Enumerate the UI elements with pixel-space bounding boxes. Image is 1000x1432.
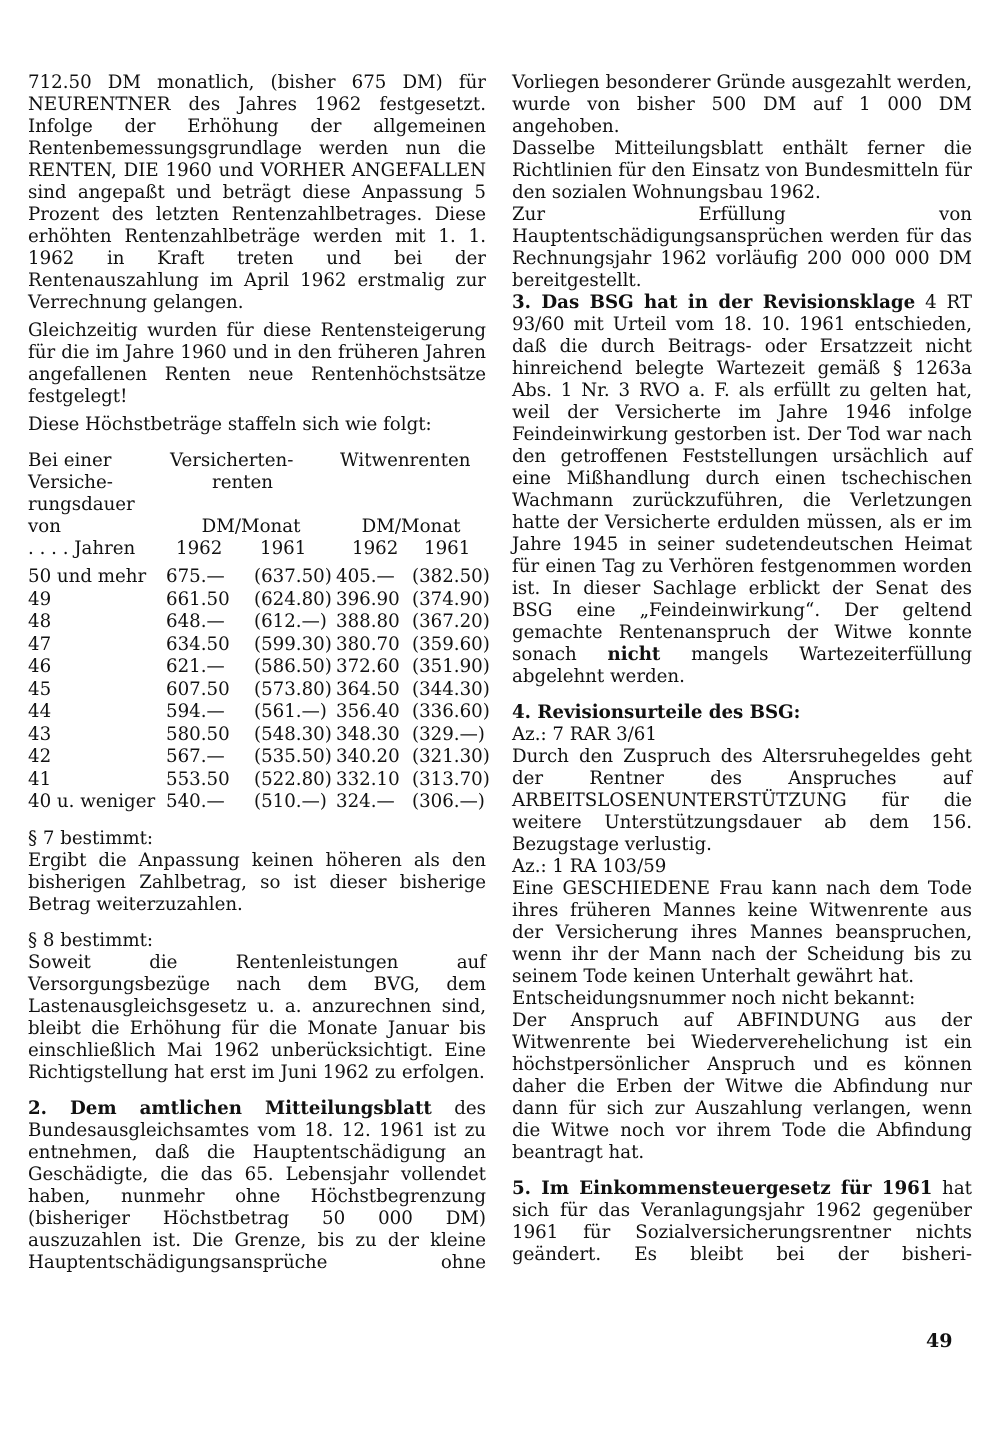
versicherte-1961-cell: (586.50)	[254, 656, 332, 677]
versicherte-1961-cell: (599.30)	[254, 633, 332, 655]
paragraph-mitteilungsblatt: 2. Dem amtlichen Mitteilungsblatt des Bundesausgleichsamtes vom 18. 12. 1961 ist zu entnehmen, daß die Hauptentschädigung an Geschädigte, die das 65. Lebensjahr vollendet haben, nunmehr ohne Höchstbegrenzung (bisheriger Höchstbetrag 50 000 DM) auszuzahlen ist. Die Grenze, bis zu der kleine Hauptentschädigungsansprüche ohne	[28, 1097, 486, 1273]
witwen-1961-cell: (359.60)	[412, 633, 490, 655]
witwen-1962-cell: 348.30	[336, 723, 400, 745]
witwen-1962-cell: 340.20	[336, 746, 400, 767]
versicherte-1961-cell: (522.80)	[254, 768, 332, 790]
mitteilungsblatt-heading: 2. Dem amtlichen Mitteilungsblatt	[28, 1097, 432, 1119]
versicherte-1962-cell: 607.50	[166, 678, 230, 700]
unit-versicherte: DM/Monat	[201, 516, 301, 537]
witwen-1962-cell: 324.—	[336, 791, 395, 812]
versicherte-1962-cell: 594.—	[166, 701, 225, 722]
table-row	[28, 791, 486, 814]
header-witwenrenten: Witwenrenten	[340, 450, 471, 471]
aktenzeichen-2: Az.: 1 RA 103/59	[512, 856, 667, 877]
unit-witwen: DM/Monat	[361, 516, 461, 537]
paragraph-neurentner: 712.50 DM monatlich, (bisher 675 DM) für NEURENTNER des Jahres 1962 festgesetzt. Infolge der Erhöhung der allgemeinen Rentenbemessungsgrundlage werden nun die RENTEN, DIE 1960 und VORHER ANGEFALLEN sind angepaßt und beträgt diese Anpassung 5 Prozent des letzten Rentenzahlbetrages. Diese erhöhten Rentenzahlbeträge werden mit 1. 1. 1962 in Kraft treten und bei der Rentenauszahlung im April 1962 erstmalig zur Verrechnung gelangen.	[28, 72, 486, 313]
dauer-cell: 41	[28, 768, 52, 790]
witwen-1961-cell: (367.20)	[412, 611, 490, 632]
versicherte-1961-cell: (624.80)	[254, 588, 332, 610]
urteil-1-text: Durch den Zuspruch des Altersruhegeldes geht der Rentner des Anspruches auf ARBEITSLOSENUNTERSTÜTZUNG für die weitere Unterstützungsdauer ab dem 156. Bezugstage verlustig.	[512, 746, 972, 855]
witwen-1961-cell: (329.—)	[412, 723, 485, 745]
witwen-1961-cell: (306.—)	[412, 791, 485, 812]
versicherte-1962-cell: 540.—	[166, 791, 225, 812]
versicherte-1962-cell: 580.50	[166, 723, 230, 745]
entscheidung-heading: Entscheidungsnummer noch nicht bekannt:	[512, 988, 916, 1009]
dauer-cell: 45	[28, 678, 52, 700]
versicherte-1962-cell: 621.—	[166, 656, 225, 677]
table-header	[28, 450, 486, 516]
table-row	[28, 768, 490, 792]
aktenzeichen-1: Az.: 7 RAR 3/61	[512, 724, 657, 745]
versicherte-1962-cell: 634.50	[166, 633, 230, 655]
dauer-cell: 42	[28, 746, 52, 767]
table-row	[28, 588, 490, 612]
table-row	[28, 678, 490, 702]
nicht-emphasis: nicht	[607, 644, 661, 665]
table-row	[28, 611, 490, 634]
witwen-1961-cell: (351.90)	[412, 656, 490, 677]
table-year-row	[28, 538, 486, 560]
dauer-cell: 47	[28, 633, 52, 655]
section-8-text: Soweit die Rentenleistungen auf Versorgungsbezüge nach dem BVG, dem Lastenausgleichsgesetz u. a. anzurechnen sind, bleibt die Erhöhung für die Monate Januar bis einschließlich Mai 1962 unberücksichtigt. Eine Richtigstellung hat erst im Juni 1962 zu erfolgen.	[28, 951, 486, 1083]
witwen-1962-cell: 356.40	[336, 701, 400, 722]
paragraph-hauptentschaedigung: Zur Erfüllung von Hauptentschädigungsansprüchen werden für das Rechnungsjahr 1962 vorläufig 200 000 000 DM bereitgestellt.	[512, 204, 972, 291]
table-body	[28, 566, 490, 814]
table-row	[28, 566, 490, 589]
witwen-1962-cell: 388.80	[336, 611, 400, 632]
header-dauer: Bei einer Versiche- rungsdauer	[28, 450, 135, 515]
versicherte-1962-cell: 553.50	[166, 768, 230, 790]
versicherte-1962-cell: 567.—	[166, 746, 225, 767]
table-row	[28, 633, 490, 657]
dauer-cell: 46	[28, 656, 52, 677]
versicherte-1961-cell: (535.50)	[254, 746, 332, 767]
hoechstbetraege-table	[28, 450, 490, 814]
revisionsklage-heading: 3. Das BSG hat in der Revisionsklage	[512, 292, 916, 313]
page-number: 49	[926, 1330, 953, 1352]
witwen-1961-cell: (336.60)	[412, 701, 490, 722]
witwen-1962-cell: 332.10	[336, 768, 400, 790]
paragraph-rentensteigerung: Gleichzeitig wurden für diese Rentensteigerung für die im Jahre 1960 und in den früheren Jahren angefallenen Renten neue Rentenhöchstsätze festgelegt!	[28, 320, 486, 407]
paragraph-ausgezahlt: Vorliegen besonderer Gründe ausgezahlt werden, wurde von bisher 500 DM auf 1 000 DM angehoben.	[512, 72, 972, 137]
year-1962-a: 1962	[176, 538, 223, 559]
versicherte-1962-cell: 648.—	[166, 611, 225, 632]
table-row	[28, 724, 486, 747]
entscheidung-text: Der Anspruch auf ABFINDUNG aus der Witwenrente bei Wiederverehelichung ist ein höchstpersönlicher Anspruch und es können daher die Erben der Witwe die Abfindung nur dann für sich zur Auszahlung verlangen, wenn die Witwe noch vor ihrem Tode die Abfindung beantragt hat.	[512, 1010, 972, 1163]
dauer-cell: 50 und mehr	[28, 566, 147, 587]
years-label: . . . . Jahren	[28, 538, 136, 559]
witwen-1961-cell: (321.30)	[412, 746, 490, 767]
versicherte-1962-cell: 661.50	[166, 588, 230, 610]
right-column	[512, 72, 972, 1266]
year-1961-a: 1961	[260, 538, 307, 559]
versicherte-1961-cell: (561.—)	[254, 701, 327, 722]
witwen-1961-cell: (374.90)	[412, 588, 490, 610]
table-unit-row	[28, 516, 486, 538]
header-versichertenrenten: Versicherten- renten	[170, 450, 294, 493]
witwen-1961-cell: (382.50)	[412, 566, 490, 587]
urteil-2-text: Eine GESCHIEDENE Frau kann nach dem Tode ihres früheren Mannes keine Witwenrente aus der Versicherung ihres Mannes beanspruchen, wenn ihr der Mann nach der Scheidung bis zu seinem Tode keinen Unterhalt gewährt hat.	[512, 878, 972, 987]
table-row	[28, 656, 490, 679]
table-row	[28, 701, 490, 724]
dauer-cell: 43	[28, 723, 52, 745]
versicherte-1961-cell: (510.—)	[254, 791, 327, 812]
dauer-cell: 40 u. weniger	[28, 791, 156, 812]
section-7-heading: § 7 bestimmt:	[28, 827, 154, 849]
year-1962-b: 1962	[352, 538, 399, 559]
versicherte-1961-cell: (573.80)	[254, 678, 332, 700]
left-column	[28, 72, 490, 1274]
revisionsurteile-heading: 4. Revisionsurteile des BSG:	[512, 702, 801, 723]
dauer-cell: 49	[28, 588, 52, 610]
table-row	[28, 746, 490, 769]
paragraph-revisionsklage: 3. Das BSG hat in der Revisionsklage 4 RT 93/60 mit Urteil vom 18. 10. 1961 entschieden, daß die durch Beitrags- oder Ersatzzeit nicht hinreichend belegte Wartezeit gemäß § 1263a Abs. 1 Nr. 3 RVO a. F. als erfüllt zu gelten hat, weil der Versicherte im Jahre 1946 infolge Feindeinwirkung gestorben ist. Der Tod war nach den getroffenen Feststellungen ursächlich auf eine Mißhandlung durch einen tschechischen Wachmann zurückzuführen, die Verletzungen hatte der Versicherte erdulden müssen, als er im Jahre 1945 in seiner sudetendeutschen Heimat für einen Tag zu Verhören festgenommen worden ist. In dieser Sachlage erblickt der Senat des BSG eine „Feindeinwirkung“. Der geltend gemachte Rentenanspruch der Witwe konnte sonach nicht mangels Wartezeiterfüllung abgelehnt werden.	[512, 292, 973, 687]
paragraph-staffel-intro: Diese Höchstbeträge staffeln sich wie folgt:	[28, 414, 432, 435]
section-8-heading: § 8 bestimmt:	[28, 929, 154, 951]
witwen-1961-cell: (344.30)	[412, 678, 490, 700]
witwen-1961-cell: (313.70)	[412, 768, 490, 790]
versicherte-1961-cell: (612.—)	[254, 611, 327, 632]
section-7-text: Ergibt die Anpassung keinen höheren als den bisherigen Zahlbetrag, so ist dieser bisherige Betrag weiterzuzahlen.	[28, 849, 486, 915]
versicherte-1961-cell: (637.50)	[254, 566, 332, 587]
einkommensteuer-heading: 5. Im Einkommensteuergesetz für 1961	[512, 1178, 933, 1199]
versicherte-1962-cell: 675.—	[166, 566, 225, 587]
witwen-1962-cell: 364.50	[336, 678, 400, 700]
witwen-1962-cell: 372.60	[336, 656, 400, 677]
witwen-1962-cell: 405.—	[336, 566, 395, 587]
dauer-cell: 48	[28, 611, 52, 632]
versicherte-1961-cell: (548.30)	[254, 723, 332, 745]
header-von: von	[28, 516, 61, 537]
paragraph-einkommensteuer: 5. Im Einkommensteuergesetz für 1961 hat sich für das Veranlagungsjahr 1962 gegenüber 1961 für Sozialversicherungsrentner nichts geändert. Es bleibt bei der bisheri-	[512, 1178, 972, 1265]
witwen-1962-cell: 396.90	[336, 588, 400, 610]
dauer-cell: 44	[28, 701, 52, 722]
year-1961-b: 1961	[424, 538, 471, 559]
witwen-1962-cell: 380.70	[336, 633, 400, 655]
paragraph-richtlinien: Dasselbe Mitteilungsblatt enthält ferner die Richtlinien für den Einsatz von Bundesmitteln für den sozialen Wohnungsbau 1962.	[512, 138, 972, 203]
